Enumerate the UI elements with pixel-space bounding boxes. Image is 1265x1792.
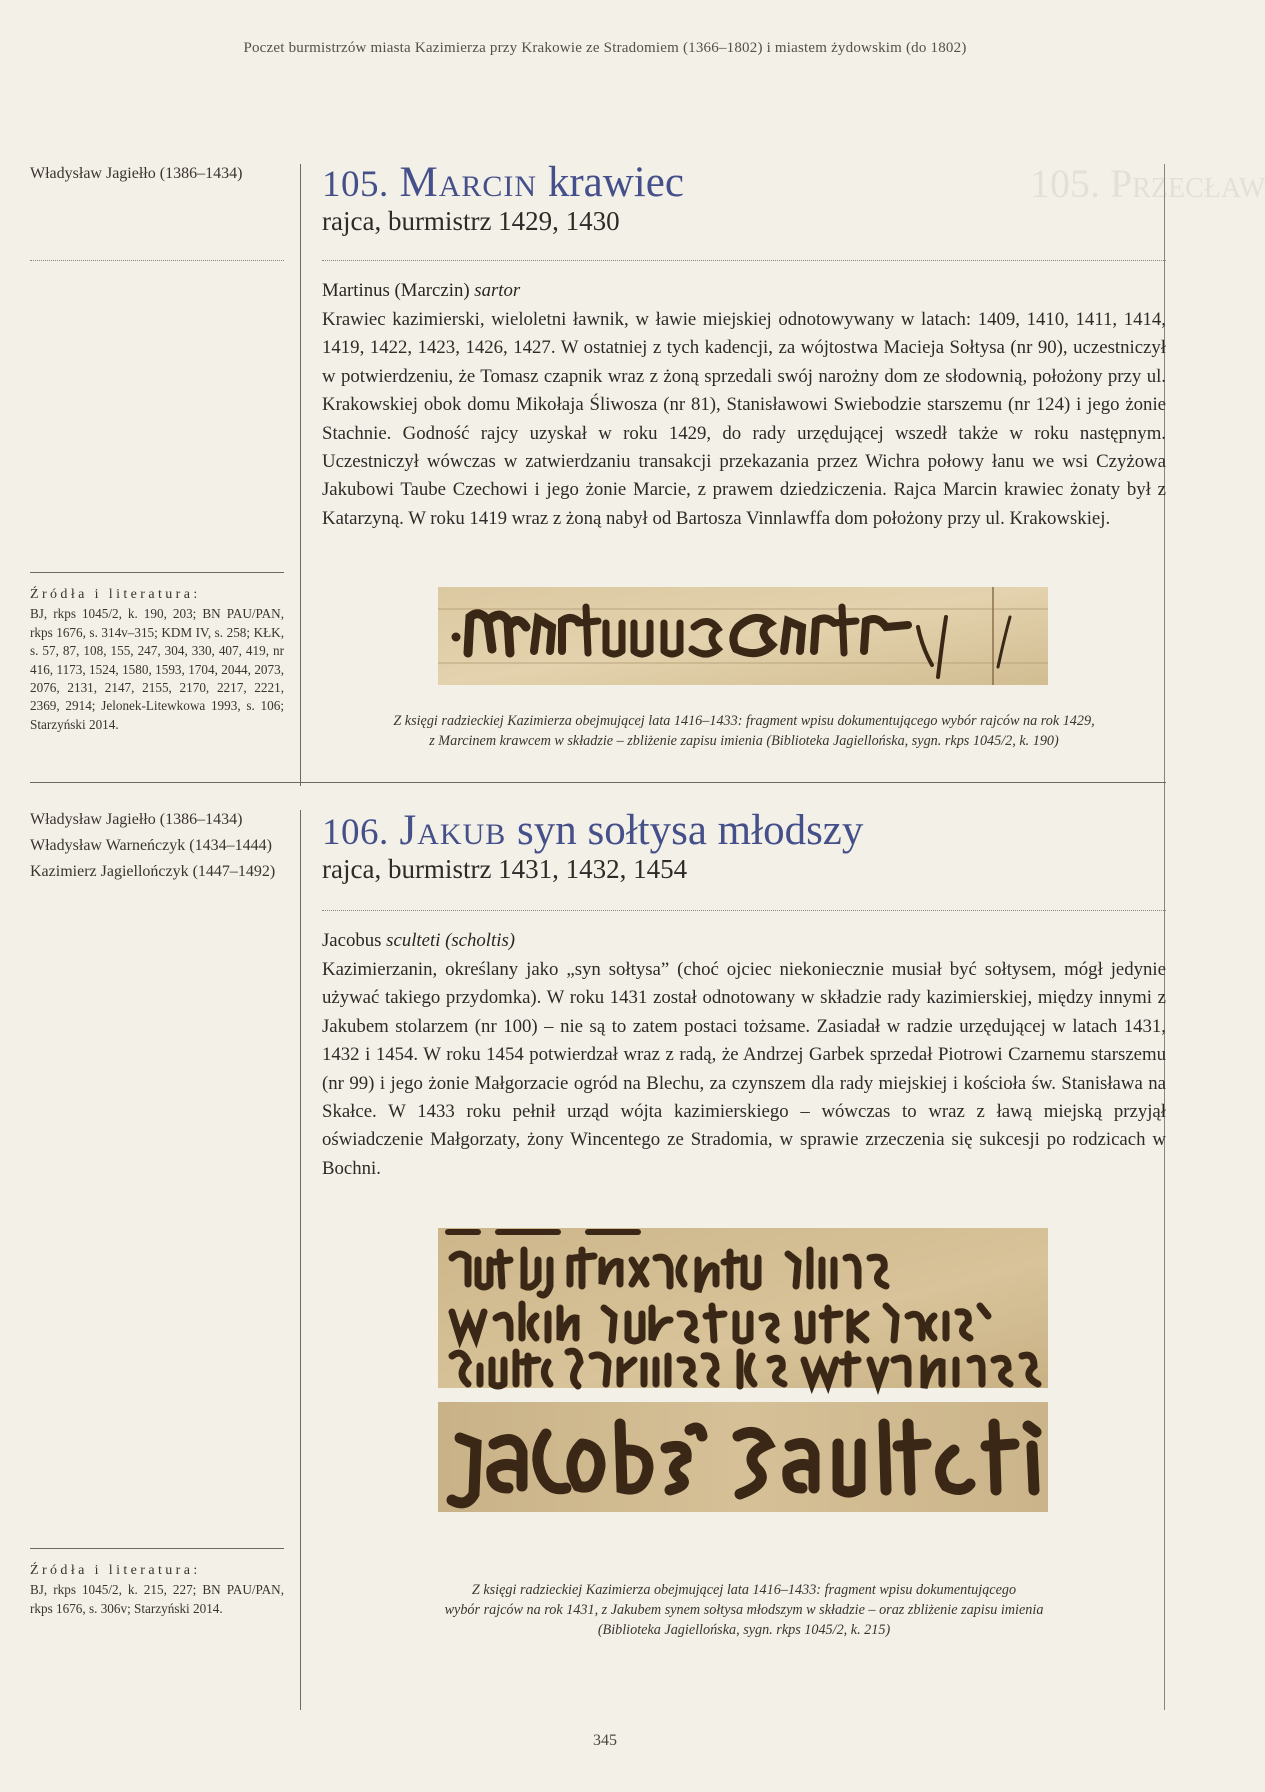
entry-body-106: Kazimierzanin, określany jako „syn sołtysa” (choć ojciec niekoniecznie musiał być sołtysem, mógł jedynie używać takiego przydomka). W roku 1431 został odnotowany w składzie rady kazimierskiej, między innymi z Jakubem stolarzem (nr 100) – nie są to zatem postaci tożsame. Zasiadał w radzie urzędującej w latach 1431, 1432 i 1454. W roku 1454 potwierdzał wraz z radą, że Andrzej Garbek sprzedał Piotrowi Czarnemu starszemu (nr 99) i jego żonie Małgorzacie ogród na Blechu, za czynszem dla rady miejskiej i kościoła św. Stanisława na Skałce. W 1433 roku pełnił urząd wójta kazimierskiego – wówczas to wraz z ławą miejską przyjął oświadczenie Małgorzaty, żony Wincentego ze Stradomia, w sprawie zrzeczenia się sukcesji po rodzicach w Bochni. bbox=[322, 959, 1166, 1179]
entry-title-106 bbox=[322, 808, 1182, 856]
manuscript-image-106b bbox=[438, 1402, 1048, 1512]
dotted-separator bbox=[30, 260, 284, 261]
entry-number: 106. bbox=[322, 812, 389, 853]
entry-subtitle-105: rajca, burmistrz 1429, 1430 bbox=[322, 206, 620, 236]
entry-number: 105. bbox=[322, 164, 389, 205]
caption-106 bbox=[322, 1580, 1166, 1640]
show-through-text: 105. Przecław bbox=[1030, 161, 1265, 206]
reign-list-106 bbox=[30, 807, 284, 885]
sources-text: BJ, rkps 1045/2, k. 215, 227; BN PAU/PAN, rkps 1676, s. 306v; Starzyński 2014. bbox=[30, 1582, 284, 1616]
page-number: 345 bbox=[593, 1732, 617, 1749]
reign-item: Władysław Jagiełło (1386–1434) bbox=[30, 165, 243, 182]
column-rule-left-2 bbox=[300, 810, 301, 1710]
caption-line: (Biblioteka Jagiellońska, sygn. rkps 1045/2, k. 215) bbox=[597, 1622, 891, 1638]
entry-name-rest: syn sołtysa młodszy bbox=[506, 807, 864, 854]
sources-separator bbox=[30, 572, 284, 573]
reign-item: Władysław Warneńczyk (1434–1444) bbox=[30, 837, 272, 854]
entry-name-caps: Marcin bbox=[399, 159, 538, 206]
entry-name-rest: krawiec bbox=[537, 159, 684, 206]
sources-heading: Źródła i literatura: bbox=[30, 1563, 201, 1578]
caption-105 bbox=[322, 711, 1166, 751]
caption-line: wybór rajców na rok 1431, z Jakubem synem sołtysa młodszym w składzie – oraz zbliżenie zapisu imienia bbox=[444, 1602, 1044, 1618]
reign-item: Kazimierz Jagiellończyk (1447–1492) bbox=[30, 863, 276, 880]
latin-name: Jacobus bbox=[322, 930, 382, 951]
sources-separator bbox=[30, 1548, 284, 1549]
sources-heading: Źródła i literatura: bbox=[30, 587, 201, 602]
latin-name: Martinus (Marczin) bbox=[322, 280, 470, 301]
sources-text: BJ, rkps 1045/2, k. 190, 203; BN PAU/PAN, rkps 1676, s. 314v–315; KDM IV, s. 258; KŁK, s. 57, 87, 108, 155, 247, 304, 330, 407, 419, nr 416, 1173, 1524, 1580, 1593, 1704, 2044, 2073, 2076, 2131, 2147, 2155, 2170, 2217, 2221, 2369, 2914; Jelonek-Litewkowa 1993, s. 106; Starzyński 2014. bbox=[30, 606, 284, 732]
dotted-separator bbox=[322, 260, 1166, 261]
latin-name-106 bbox=[322, 930, 515, 952]
caption-line: Z księgi radzieckiej Kazimierza obejmującej lata 1416–1433: fragment wpisu dokumentującego bbox=[471, 1582, 1017, 1598]
entry-subtitle-106: rajca, burmistrz 1431, 1432, 1454 bbox=[322, 854, 688, 884]
latin-name-italic: sartor bbox=[474, 280, 521, 301]
entry-body-105: Krawiec kazimierski, wieloletni ławnik, w ławie miejskiej odnotowywany w latach: 1409, 1410, 1411, 1414, 1419, 1422, 1423, 1426, 1427. W ostatniej z tych kadencji, za wójtostwa Macieja Sołtysa (nr 90), uczestniczył w potwierdzeniu, że Tomasz czapnik wraz z żoną sprzedali swój narożny dom ze słodownią, położony przy ul. Krakowskiej obok domu Mikołaja Śliwosza (nr 81), Stanisławowi Swiebodzie starszemu (nr 124) i jego żonie Stachnie. Godność rajcy uzyskał w roku 1429, do rady urzędującej wszedł także w roku następnym. Uczestniczył wówczas w zatwierdzaniu transakcji przekazania przez Wichra połowy łanu we wsi Czyżowa Jakubowi Taube Czechowi i jego żonie Marcie, z prawem dziedziczenia. Rajca Marcin krawiec żonaty był z Katarzyną. W roku 1419 wraz z żoną nabył od Bartosza Vinnlawffa dom położony przy ul. Krakowskiej. bbox=[322, 309, 1166, 529]
latin-name-italic: sculteti (scholtis) bbox=[386, 930, 516, 951]
column-rule-left bbox=[300, 164, 301, 786]
manuscript-image-106a bbox=[438, 1228, 1048, 1388]
sources-105 bbox=[30, 586, 284, 734]
latin-name-105 bbox=[322, 280, 520, 302]
reign-list-105 bbox=[30, 161, 284, 187]
sources-106 bbox=[30, 1562, 284, 1618]
reign-item: Władysław Jagiełło (1386–1434) bbox=[30, 811, 243, 828]
entry-separator bbox=[30, 782, 1166, 783]
dotted-separator bbox=[322, 910, 1166, 911]
manuscript-image-105 bbox=[438, 587, 1048, 685]
caption-line: Z księgi radzieckiej Kazimierza obejmującej lata 1416–1433: fragment wpisu dokumentującego wybór rajców na rok 1429, bbox=[393, 713, 1095, 729]
running-head: Poczet burmistrzów miasta Kazimierza przy Krakowie ze Stradomiem (1366–1802) i miastem żydowskim (do 1802) bbox=[243, 40, 967, 56]
entry-name-caps: Jakub bbox=[399, 807, 507, 854]
caption-line: z Marcinem krawcem w składzie – zbliżenie zapisu imienia (Biblioteka Jagiellońska, sygn. rkps 1045/2, k. 190) bbox=[429, 733, 1059, 749]
entry-title-105 bbox=[322, 160, 1182, 208]
